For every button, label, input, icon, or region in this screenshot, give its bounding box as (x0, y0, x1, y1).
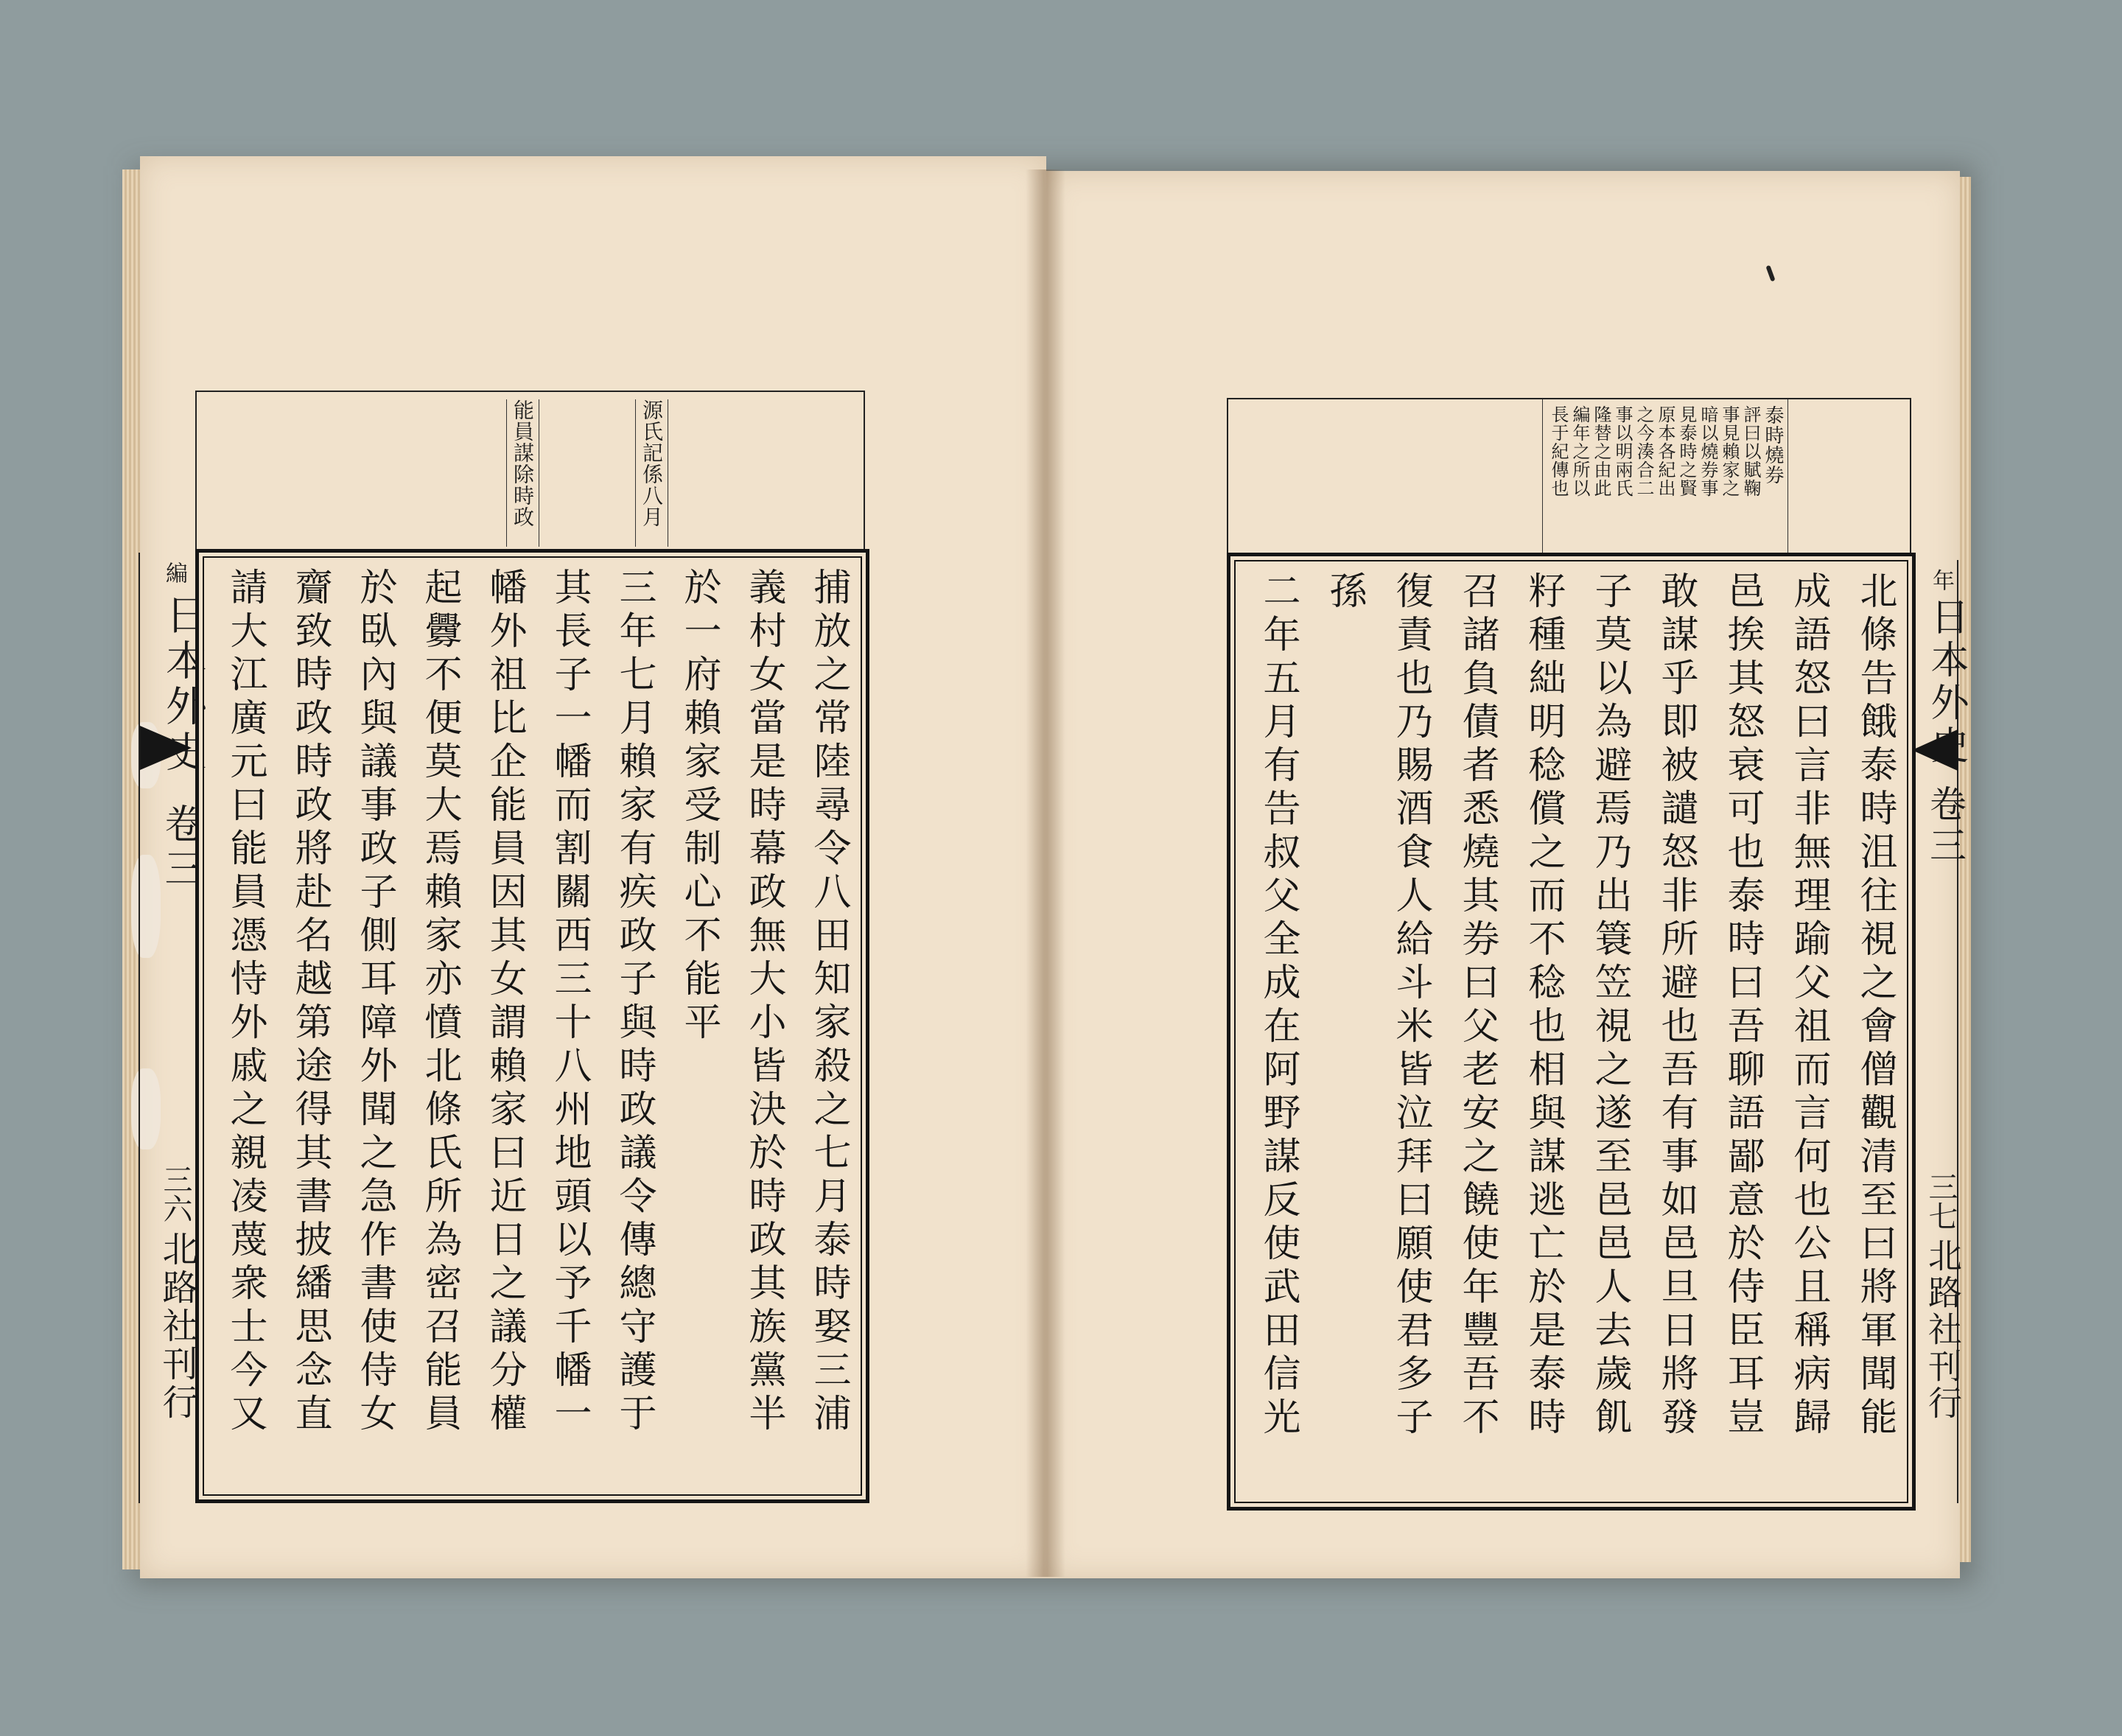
hanshin-count: 三七 (1924, 1172, 1958, 1231)
text-column: 於臥內與議事政子側耳障外聞之急作書使侍女 (353, 567, 396, 1437)
text-column: 孫 (1323, 571, 1366, 615)
hanshin-publisher: 北路社刊行 (156, 1231, 197, 1422)
text-column: 請大江廣元曰能員憑恃外戚之親凌蔑衆士今又 (223, 567, 267, 1437)
hanshin-prefix: 編 (161, 561, 187, 584)
text-column: 邑挨其怒衰可也泰時曰吾聊語鄙意於侍臣耳豈 (1720, 571, 1764, 1441)
text-column: 召諸負債者悉燒其券曰父老安之饒使年豐吾不 (1455, 571, 1499, 1441)
right-text-block (1227, 553, 1916, 1511)
hanshin-count: 三六 (158, 1164, 192, 1223)
text-column: 齎致時政時政將赴名越第途得其書披繙思念直 (288, 567, 332, 1437)
headnote: 隆替之由此 (1591, 405, 1611, 497)
hanshin-prefix: 年 (1928, 569, 1954, 591)
text-column: 三年七月賴家有疾政子與時政議令傳總守護于 (612, 567, 656, 1437)
headnote-divider (1542, 399, 1543, 554)
text-column: 義村女當是時幕政無大小皆決於時政其族黨半 (742, 567, 785, 1437)
text-column: 二年五月有告叔父全成在阿野謀反使武田信光 (1256, 571, 1300, 1441)
text-column: 子莫以為避焉乃出簑笠視之遂至邑邑人去歲飢 (1588, 571, 1631, 1441)
fish-tail-mark (1912, 729, 1958, 771)
headnote: 原本各紀出 (1655, 405, 1675, 497)
text-column: 其長子一幡而割關西三十八州地頭以予千幡一 (547, 567, 591, 1437)
hanshin-publisher: 北路社刊行 (1923, 1238, 1963, 1422)
headnote-divider (1787, 399, 1788, 554)
headnote: 事見賴家之 (1719, 405, 1740, 497)
headnote: 之今湊合二 (1633, 405, 1654, 497)
left-headnote-panel (195, 391, 865, 550)
text-column: 捕放之常陸尋令八田知家殺之七月泰時娶三浦 (807, 567, 850, 1437)
headnote: 評曰以賦鞠 (1740, 405, 1761, 497)
headnote: 編年之所以 (1569, 405, 1590, 497)
right-headnote-panel (1227, 398, 1911, 554)
hanshin-volume: 卷三 (158, 803, 205, 892)
text-column: 北條告餓泰時沮往視之會僧觀清至曰將軍聞能 (1853, 571, 1897, 1441)
headnote: 見泰時之賢 (1676, 405, 1697, 497)
fish-tail-mark (140, 726, 192, 770)
text-column: 起釁不便莫大焉賴家亦憤北條氏所為密召能員 (418, 567, 461, 1437)
text-column: 復責也乃賜酒食人給斗米皆泣拜曰願使君多子 (1389, 571, 1432, 1441)
headnote-title: 泰時燒券 (1762, 405, 1784, 485)
headnote: 源氏記係八月 (635, 399, 668, 547)
hanshin-volume: 卷三 (1924, 785, 1967, 867)
left-text-block (195, 549, 869, 1503)
text-column: 於一府賴家受制心不能平 (677, 567, 721, 1046)
headnote: 長于紀傳也 (1548, 405, 1569, 497)
headnote: 暗以燒券事 (1698, 405, 1718, 497)
text-column: 籽種絀明稔償之而不稔也相與謀逃亡於是泰時 (1522, 571, 1565, 1441)
left-hanshin (139, 553, 207, 1503)
hanshin-title: 日本外史 (1924, 597, 1968, 768)
hanshin-title: 日本外史 (159, 593, 207, 776)
text-column: 成語怒曰言非無理踰父祖而言何也公且稱病歸 (1787, 571, 1830, 1441)
book-gutter (1026, 169, 1065, 1577)
right-hanshin (1914, 560, 1968, 1503)
text-column: 幡外祖比企能員因其女謂賴家曰近日之議分權 (483, 567, 526, 1437)
text-column: 敢謀乎即被譴怒非所避也吾有事如邑旦日將發 (1654, 571, 1698, 1441)
headnote: 事以明兩氏 (1612, 405, 1633, 497)
headnote: 能員謀除時政 (506, 399, 539, 547)
